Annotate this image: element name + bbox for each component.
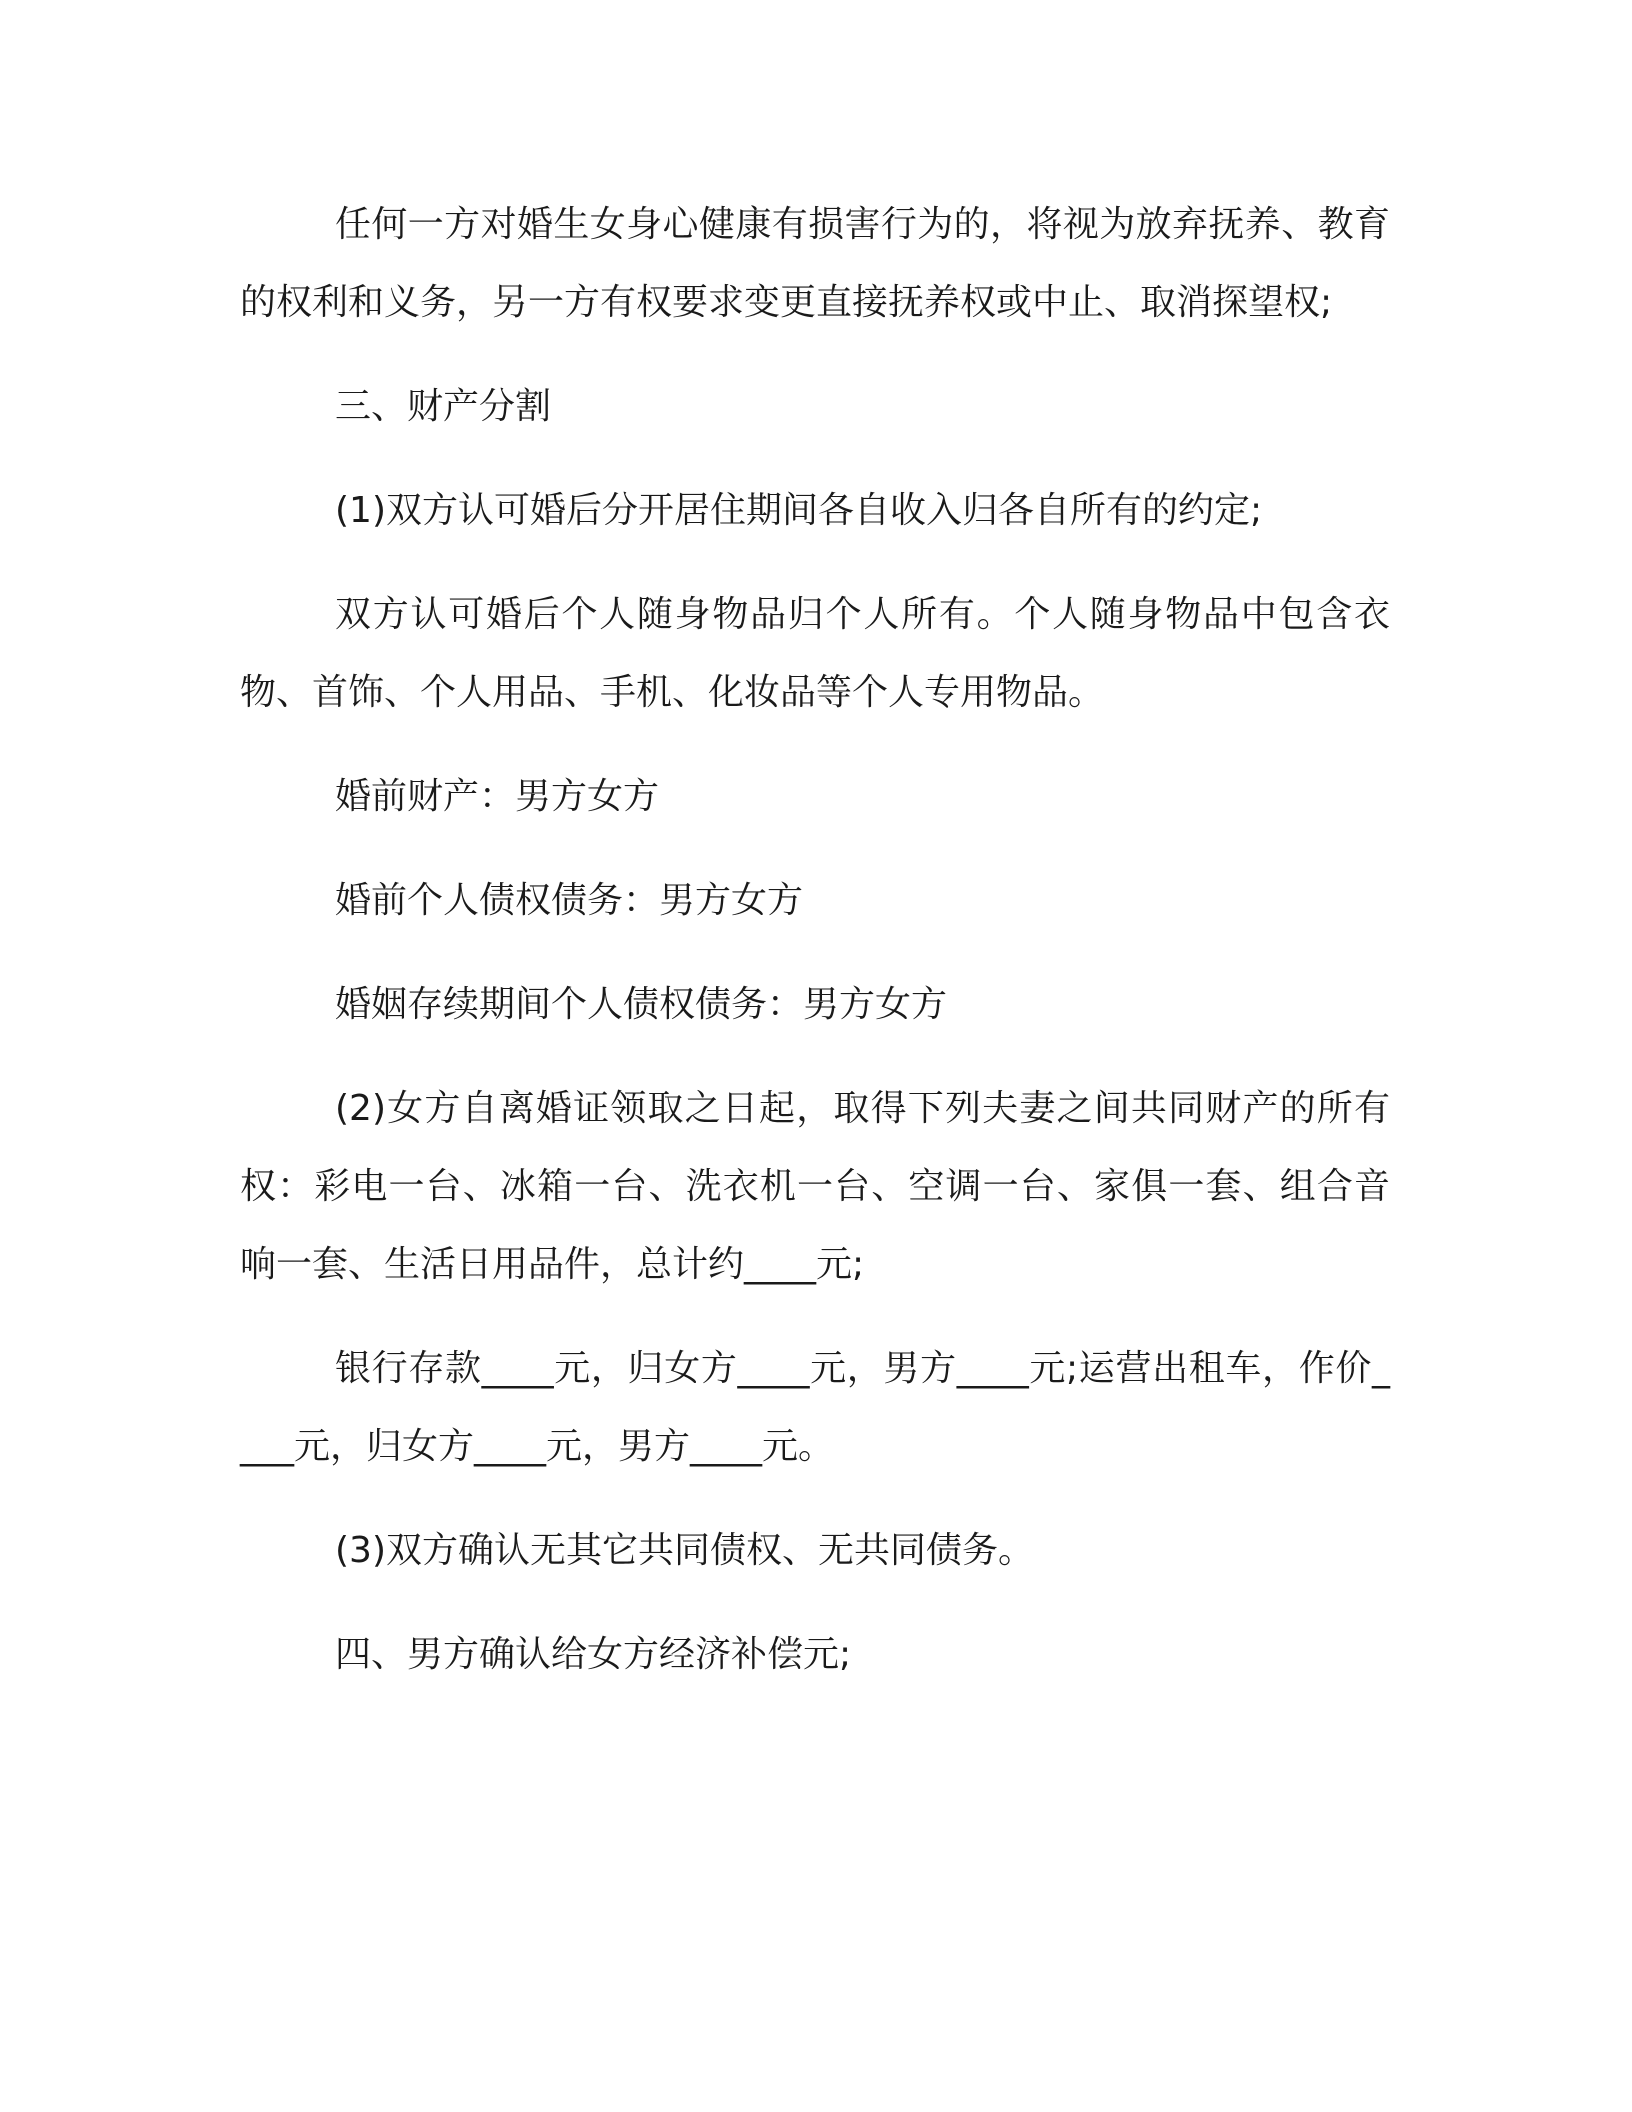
paragraph-separate-income: (1)双方认可婚后分开居住期间各自收入归各自所有的约定;	[335, 490, 1263, 531]
section-heading-compensation: 四、男方确认给女方经济补偿元;	[335, 1634, 852, 1675]
paragraph-premarital-property: 婚前财产：男方女方	[335, 776, 660, 817]
paragraph-common-property: (2)女方自离婚证领取之日起，取得下列夫妻之间共同财产的所有权：彩电一台、冰箱一台、洗衣机一台、空调一台、家俱一套、组合音响一套、生活日用品件，总计约____元;	[240, 1088, 1390, 1285]
paragraph-marital-debts: 婚姻存续期间个人债权债务：男方女方	[335, 984, 948, 1025]
paragraph-custody-damage: 任何一方对婚生女身心健康有损害行为的，将视为放弃抚养、教育的权利和义务，另一方有权要求变更直接抚养权或中止、取消探望权;	[240, 204, 1390, 323]
paragraph-no-common-debts: (3)双方确认无其它共同债权、无共同债务。	[335, 1530, 1034, 1571]
document-page	[240, 186, 1390, 1720]
paragraph-premarital-debts: 婚前个人债权债务：男方女方	[335, 880, 804, 921]
paragraph-personal-items: 双方认可婚后个人随身物品归个人所有。个人随身物品中包含衣物、首饰、个人用品、手机、化妆品等个人专用物品。	[240, 594, 1390, 713]
paragraph-bank-deposits-taxi: 银行存款____元，归女方____元，男方____元;运营出租车，作价____元，归女方____元，男方____元。	[240, 1348, 1390, 1467]
section-heading-property-division: 三、财产分割	[335, 386, 552, 427]
